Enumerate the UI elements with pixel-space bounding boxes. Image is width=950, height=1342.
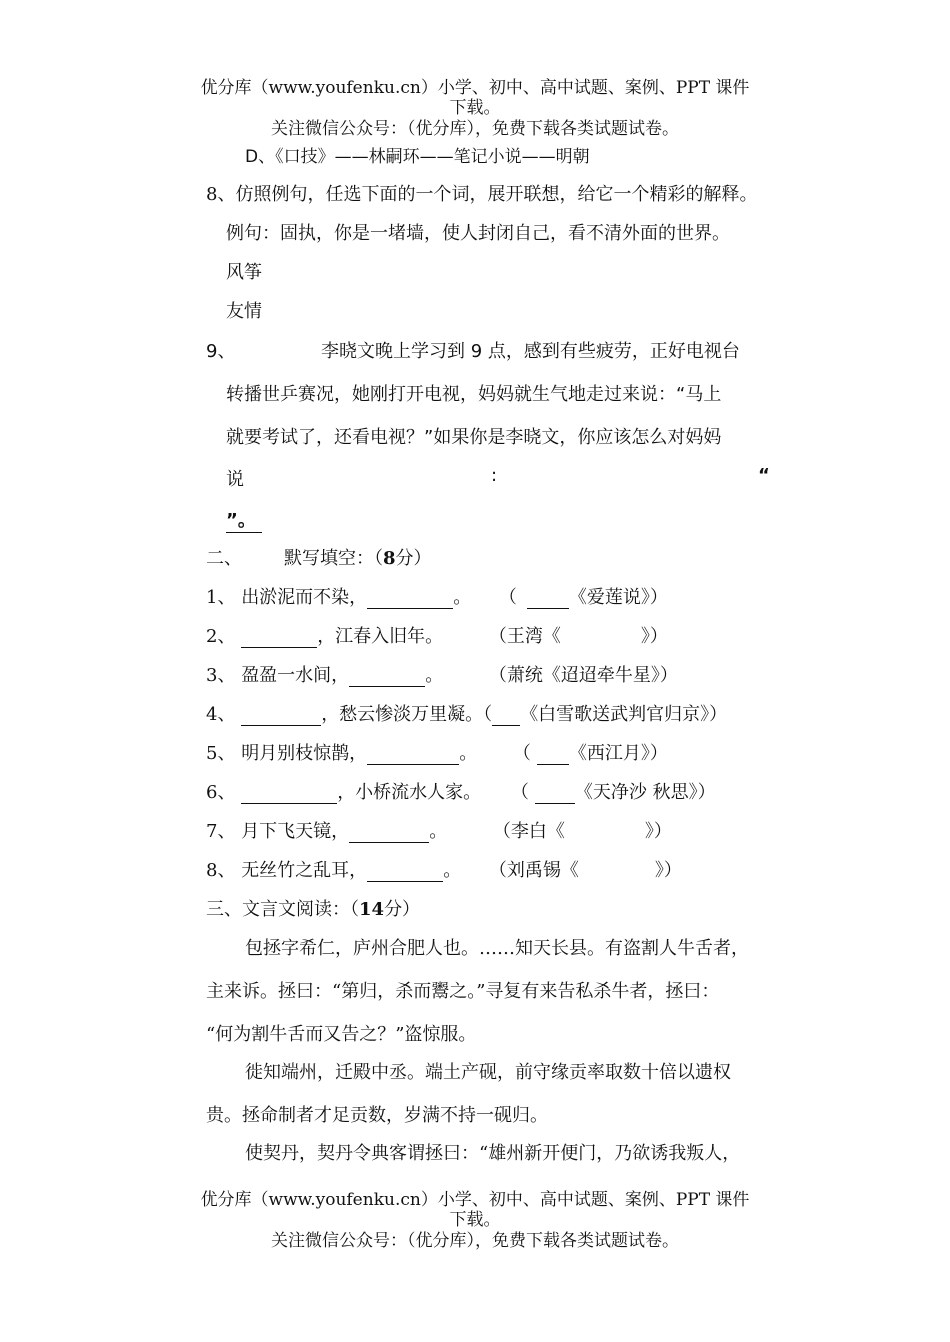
fill-blank[interactable] bbox=[367, 746, 459, 765]
fill-blank[interactable] bbox=[492, 707, 520, 726]
q9-number: 9、 bbox=[206, 341, 236, 362]
fill-num: 8、 bbox=[206, 860, 236, 881]
fill-blank[interactable] bbox=[537, 746, 569, 765]
fill-source: 》） bbox=[654, 860, 682, 881]
fill-item-5 bbox=[206, 739, 668, 765]
fill-blank[interactable] bbox=[367, 590, 453, 609]
section-2-unit: 分） bbox=[395, 548, 432, 569]
fill-source: （ bbox=[512, 743, 531, 764]
fill-text: 出淤泥而不染， bbox=[241, 587, 368, 608]
fill-source: （ bbox=[498, 587, 517, 608]
fill-item-4 bbox=[206, 700, 727, 726]
fill-item-3 bbox=[206, 661, 678, 687]
q9-answer-close[interactable]: ”。 bbox=[226, 506, 262, 533]
fill-source: 《西江月》） bbox=[568, 743, 668, 764]
fill-text: ，愁云惨淡万里凝。（ bbox=[321, 704, 493, 725]
section-3-title bbox=[206, 895, 420, 921]
fill-item-6 bbox=[206, 778, 716, 804]
section-3-title-text: 三、文言文阅读：（ bbox=[206, 899, 359, 920]
fill-blank[interactable] bbox=[241, 629, 317, 648]
q8-word-2: 友情 bbox=[226, 301, 262, 322]
fill-source: （李白《 bbox=[492, 821, 565, 842]
q9-line-4-say: 说 bbox=[226, 469, 244, 490]
fill-num: 1、 bbox=[206, 587, 236, 608]
fill-text: 盈盈一水间， bbox=[241, 665, 350, 686]
fill-item-8 bbox=[206, 856, 682, 882]
fill-blank[interactable] bbox=[349, 824, 429, 843]
fill-source: 《白雪歌送武判官归京》） bbox=[520, 704, 728, 725]
fill-source: 《爱莲说》） bbox=[568, 587, 668, 608]
fill-source: 《天净沙 秋思》） bbox=[574, 782, 716, 803]
header-line-1: 优分库（www.youfenku.cn）小学、初中、高中试题、案例、PPT 课件 bbox=[200, 78, 750, 98]
section-3-unit: 分） bbox=[384, 899, 421, 920]
footer-line-2: 下载。 bbox=[449, 1210, 501, 1230]
q9-line-2: 转播世乒赛况，她刚打开电视，妈妈就生气地走过来说：“马上 bbox=[226, 384, 722, 405]
fill-blank[interactable] bbox=[349, 668, 425, 687]
section-2-score: 8 bbox=[383, 548, 396, 569]
fill-num: 6、 bbox=[206, 782, 236, 803]
fill-source: （ bbox=[510, 782, 529, 803]
fill-text: 。 bbox=[453, 587, 472, 608]
q8-stem: 8、仿照例句，任选下面的一个词，展开联想，给它一个精彩的解释。 bbox=[206, 184, 758, 205]
fill-text: 。 bbox=[425, 665, 444, 686]
footer-line-3: 关注微信公众号：（优分库），免费下载各类试题试卷。 bbox=[271, 1231, 679, 1251]
q9-line-3: 就要考试了，还看电视？”如果你是李晓文，你应该怎么对妈妈 bbox=[226, 427, 722, 448]
q8-example: 例句：固执，你是一堵墙，使人封闭自己，看不清外面的世界。 bbox=[226, 223, 730, 244]
fill-text: 明月别枝惊鹊， bbox=[241, 743, 368, 764]
fill-item-7 bbox=[206, 817, 672, 843]
fill-blank[interactable] bbox=[367, 863, 443, 882]
fill-text: ，小桥流水人家。 bbox=[337, 782, 482, 803]
footer-line-1: 优分库（www.youfenku.cn）小学、初中、高中试题、案例、PPT 课件 bbox=[200, 1190, 750, 1210]
passage-p1-l1: 包拯字希仁，庐州合肥人也。……知天长县。有盗割人牛舌者， bbox=[245, 938, 749, 959]
fill-blank[interactable] bbox=[241, 785, 337, 804]
fill-num: 3、 bbox=[206, 665, 236, 686]
q8-word-1: 风筝 bbox=[226, 262, 262, 283]
fill-text: 。 bbox=[443, 860, 462, 881]
section-2-title-text: 默写填空：（ bbox=[284, 548, 383, 569]
section-2-number: 二、 bbox=[206, 548, 242, 569]
passage-p3-l1: 使契丹，契丹令典客谓拯曰：“雄州新开便门，乃欲诱我叛人， bbox=[245, 1143, 741, 1164]
passage-p2-l1: 徙知端州，迁殿中丞。端土产砚，前守缘贡率取数十倍以遗权 bbox=[245, 1062, 731, 1083]
fill-source: （萧统《迢迢牵牛星》） bbox=[488, 665, 678, 686]
fill-blank[interactable] bbox=[527, 590, 569, 609]
q9-line-4-colon: : bbox=[491, 465, 498, 486]
fill-num: 5、 bbox=[206, 743, 236, 764]
q9-line-4-quote: “ bbox=[758, 465, 770, 486]
fill-source: 》） bbox=[640, 626, 668, 647]
fill-item-1 bbox=[206, 583, 668, 609]
fill-text: 无丝竹之乱耳， bbox=[241, 860, 368, 881]
fill-text: 。 bbox=[429, 821, 448, 842]
q7-option-d: D、《口技》——林嗣环——笔记小说——明朝 bbox=[245, 147, 590, 167]
fill-source: （王湾《 bbox=[488, 626, 561, 647]
header-line-3: 关注微信公众号：（优分库），免费下载各类试题试卷。 bbox=[271, 119, 679, 139]
fill-text: 。 bbox=[459, 743, 478, 764]
fill-item-2 bbox=[206, 622, 668, 648]
section-3-score: 14 bbox=[359, 899, 385, 920]
fill-source: （刘禹锡《 bbox=[488, 860, 579, 881]
fill-num: 2、 bbox=[206, 626, 236, 647]
passage-p1-l3: “何为割牛舌而又告之？”盗惊服。 bbox=[206, 1024, 477, 1045]
fill-text: ，江春入旧年。 bbox=[317, 626, 444, 647]
passage-p1-l2: 主来诉。拯曰：“第归，杀而鬻之。”寻复有来告私杀牛者，拯曰： bbox=[206, 981, 720, 1002]
fill-num: 7、 bbox=[206, 821, 236, 842]
passage-p2-l2: 贵。拯命制者才足贡数，岁满不持一砚归。 bbox=[206, 1105, 548, 1126]
fill-blank[interactable] bbox=[535, 785, 575, 804]
section-2-title bbox=[284, 544, 432, 570]
fill-text: 月下飞天镜， bbox=[241, 821, 350, 842]
header-line-2: 下载。 bbox=[449, 98, 501, 118]
fill-blank[interactable] bbox=[241, 707, 321, 726]
fill-source: 》） bbox=[644, 821, 672, 842]
q9-line-1: 李晓文晚上学习到 9 点，感到有些疲劳，正好电视台 bbox=[321, 341, 740, 362]
fill-num: 4、 bbox=[206, 704, 236, 725]
